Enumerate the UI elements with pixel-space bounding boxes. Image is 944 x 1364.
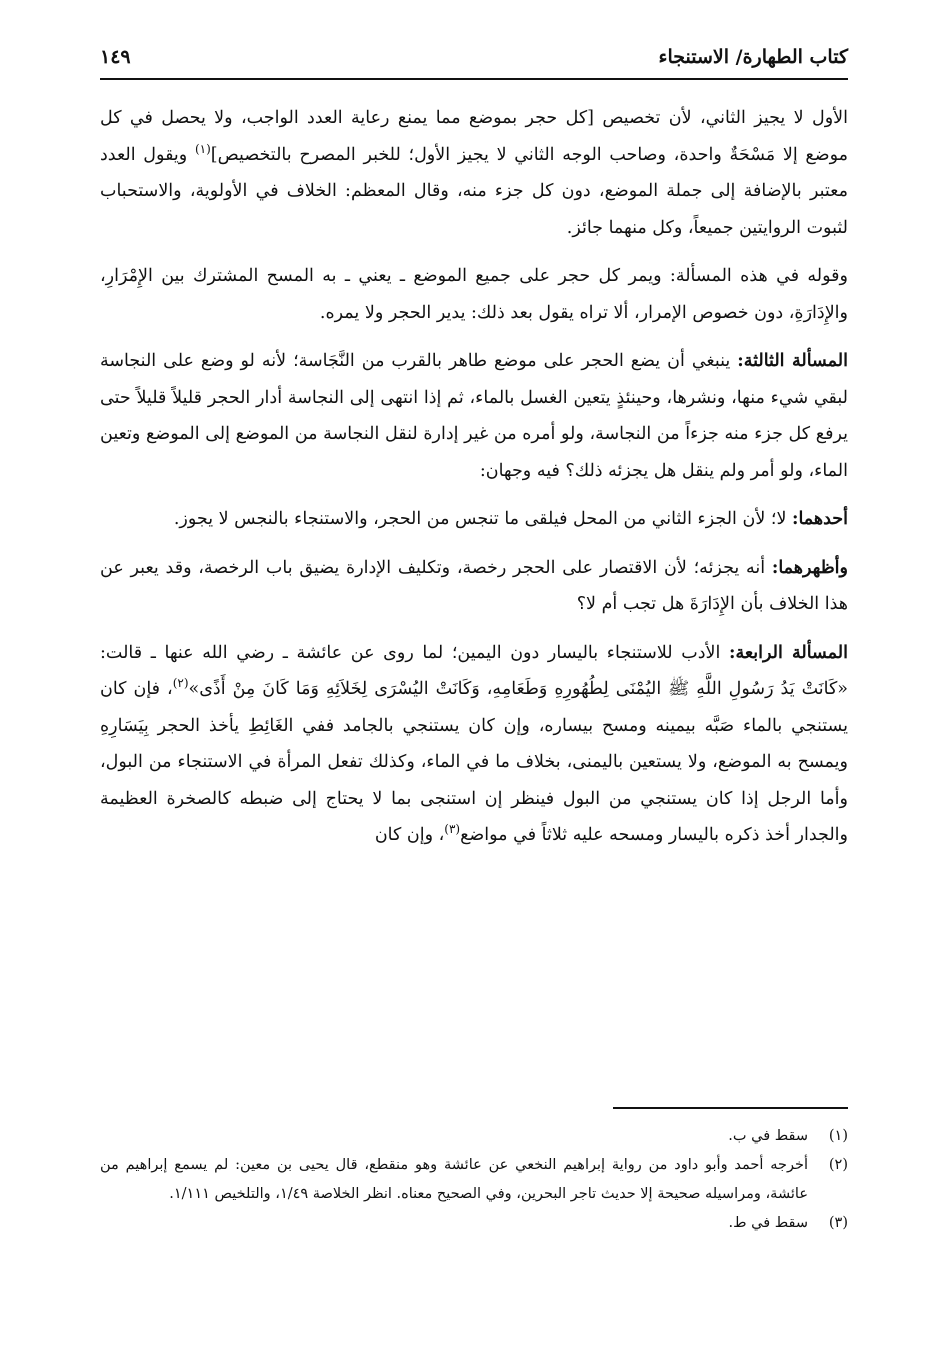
issue-heading: المسألة الرابعة: <box>728 642 848 663</box>
running-title: كتاب الطهارة/ الاستنجاء <box>658 46 848 68</box>
page-number: ١٤٩ <box>100 46 131 68</box>
paragraph-4 <box>100 501 848 538</box>
paragraph-1 <box>100 100 848 246</box>
issue-heading: المسألة الثالثة: <box>737 351 848 371</box>
footnote-separator <box>613 1107 848 1109</box>
paragraph-text: أنه يجزئه؛ لأن الاقتصار على الحجر رخصة، وتكليف الإدارة يضيق باب الرخصة، وقد يعبر عن هذا الخلاف بأن الإِدَارَةَ هل تجب أم لا؟ <box>100 557 848 614</box>
footnote-3 <box>100 1209 848 1238</box>
paragraph-text: ، وإن كان <box>374 825 445 845</box>
footnote-mark: (٢) <box>828 1157 848 1173</box>
paragraph-text: ويقول العدد معتبر بالإضافة إلى جملة الموضع، دون كل جزء منه، وقال المعظم: الخلاف في الأولوية، والاستحباب لثبوت الروايتين جميعاً، وكل منهما جائز. <box>100 144 848 238</box>
paragraph-text: الأدب للاستنجاء باليسار دون اليمين؛ لما روى عن عائشة ـ رضي الله عنها ـ قالت: «كَانَتْ يَدُ رَسُولِ اللَّهِ ﷺ اليُمْنَى لِطُهُورِهِ وَطَعَامِهِ، وَكَانَتْ اليُسْرَى لِخَلاَئِهِ وَمَا كَانَ مِنْ أَذًى» <box>100 642 848 699</box>
page-header <box>100 44 848 80</box>
paragraph-text: ينبغي أن يضع الحجر على موضع طاهر بالقرب من النَّجَاسة؛ لأنه لو وضع على النجاسة لبقي شيء منها، ونشرها، وحينئذٍ يتعين الغسل بالماء، ثم إذا انتهى إلى النجاسة أدار الحجر قليلاً قليلاً حتى يرفع كل جزء منه جزءاً من النجاسة، ولو أمره من غير إدارة لنقل النجاسة من الموضع إلى الموضع وتعين الماء، ولو أمر ولم ينقل هل يجزئه ذلك؟ فيه وجهان: <box>100 351 848 481</box>
footnote-text: سقط في ب. <box>728 1128 808 1144</box>
footnote-ref: (٣) <box>444 822 461 837</box>
footnote-ref: (٢) <box>172 676 189 691</box>
paragraph-3 <box>100 343 848 489</box>
footnotes <box>100 1122 848 1238</box>
paragraph-text: وقوله في هذه المسألة: ويمر كل حجر على جميع الموضع ـ يعني ـ به المسح المشترك بين الإِمْرَارِ، والإِدَارَةِ، دون خصوص الإمرار، ألا تراه يقول بعد ذلك: يدير الحجر ولا يمره. <box>100 266 848 323</box>
paragraph-2 <box>100 258 848 331</box>
footnote-ref: (١) <box>194 141 211 156</box>
footnote-mark: (٣) <box>828 1215 848 1231</box>
opinion-label: أحدهما: <box>791 509 848 529</box>
paragraph-text: الأول لا يجيز الثاني، لأن تخصيص [كل حجر بموضع مما يمنع رعاية العدد الواجب، ولا يحصل في كل موضع إلا مَسْحَةٌ واحدة، وصاحب الوجه الثاني لا يجيز الأول؛ للخبر المصرح بالتخصيص] <box>100 108 848 165</box>
footnote-mark: (١) <box>828 1128 848 1144</box>
main-text <box>100 100 848 866</box>
paragraph-6 <box>100 635 848 854</box>
paragraph-text: ، فإن كان يستنجي بالماء صَبَّه بيمينه ومسح بيساره، وإن كان يستنجي بالجامد ففي الغَائِطِ يأخذ الحجر بِيَسَارِهِ ويمسح به الموضع، ولا يستعين باليمنى، بخلاف ما في الماء، وكذلك تفعل المرأة في الاستنجاء من البول، وأما الرجل إذا كان يستنجي من البول فينظر إن استنجى بما لا يحتاج إلى ضبطه كالصخرة العظيمة والجدار أخذ ذكره باليسار ومسحه عليه ثلاثاً في مواضع <box>100 679 848 845</box>
paragraph-text: لا؛ لأن الجزء الثاني من المحل فيلقى ما تنجس من الحجر، والاستنجاء بالنجس لا يجوز. <box>173 509 792 529</box>
footnote-text: سقط في ط. <box>728 1215 808 1231</box>
footnote-1 <box>100 1122 848 1151</box>
opinion-label: وأظهرهما: <box>771 557 848 578</box>
footnote-text: أخرجه أحمد وأبو داود من رواية إبراهيم النخعي عن عائشة وهو منقطع، قال يحيى بن معين: لم يسمع إبراهيم من عائشة، ومراسيله صحيحة إلا حديث تاجر البحرين، وفي الصحيح معناه. انظر الخلاصة ١/٤٩، والتلخيص ١/١١١. <box>100 1157 808 1202</box>
paragraph-5 <box>100 550 848 623</box>
footnote-2 <box>100 1151 848 1209</box>
